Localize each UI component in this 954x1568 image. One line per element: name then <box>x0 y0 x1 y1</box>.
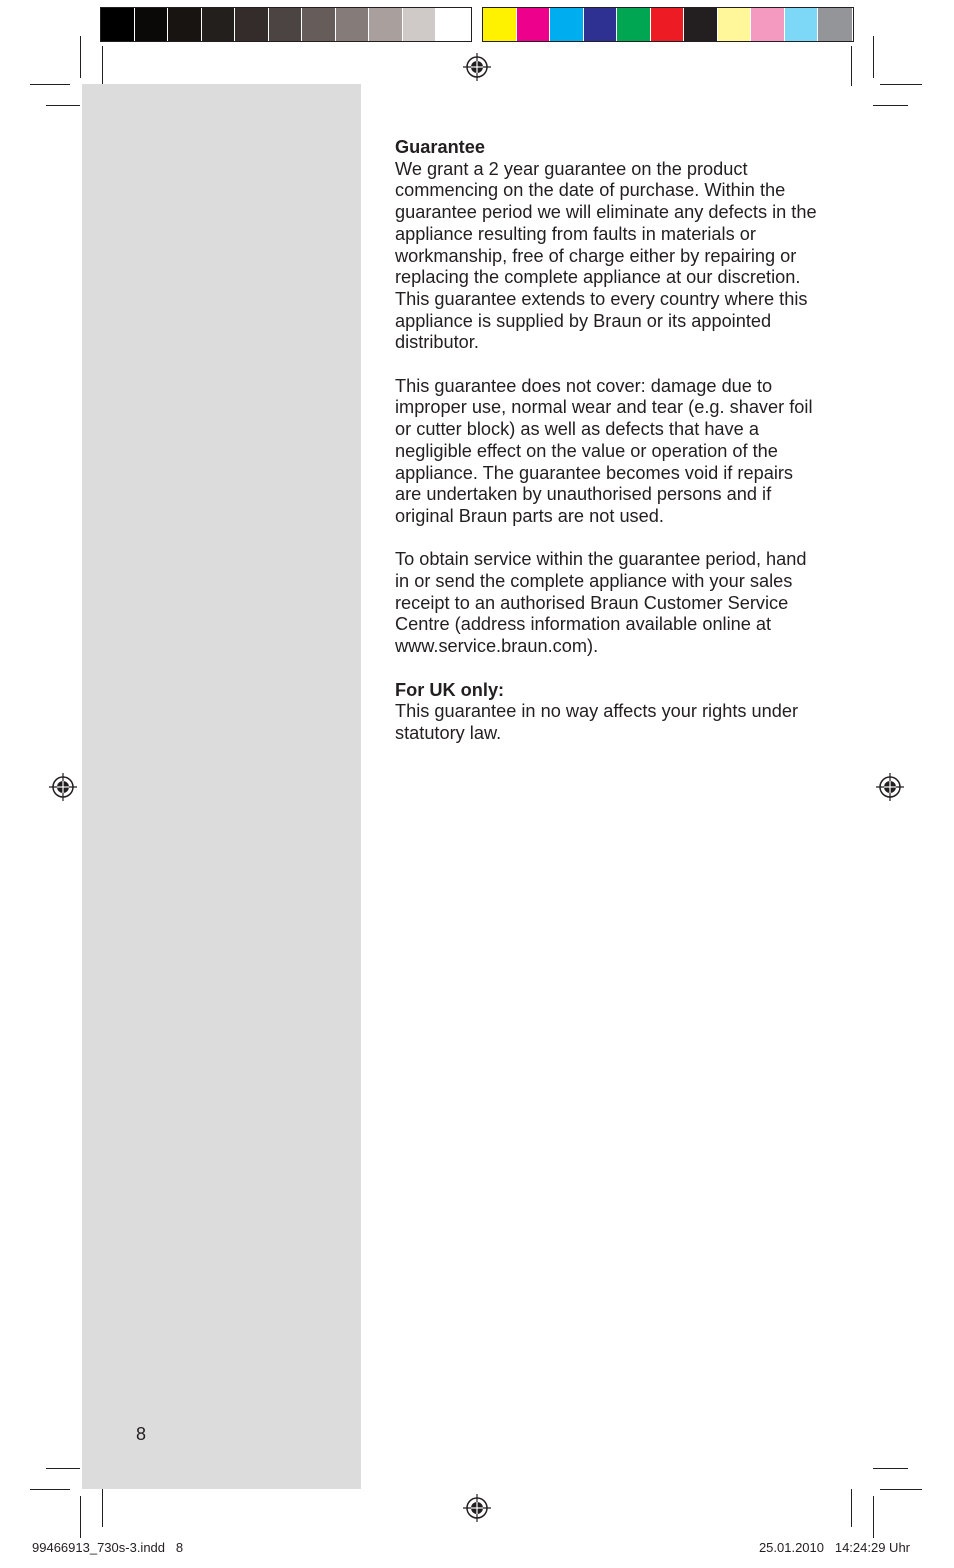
registration-mark-icon <box>463 1494 491 1522</box>
slug-filename: 99466913_730s-3.indd 8 <box>32 1540 184 1555</box>
guarantee-paragraph: We grant a 2 year guarantee on the product commencing on the date of purchase. Within the guarantee period we will eliminate any defects in the appliance resulting from faults in materials or workmanship, free of charge either by repairing or replacing the complete appliance at our discretion. <box>395 158 817 288</box>
color-swatch <box>336 8 370 41</box>
color-swatch <box>202 8 236 41</box>
crop-mark <box>46 105 80 106</box>
guarantee-paragraph: To obtain service within the guarantee period, hand in or send the complete appliance with your sales receipt to an authorised Braun Customer Service Centre (address information available online at www.service.braun.com). <box>395 549 807 657</box>
uk-heading: For UK only: <box>395 679 505 700</box>
color-bar-grayscale <box>100 7 472 42</box>
slug-timestamp: 25.01.2010 14:24:29 Uhr <box>758 1540 910 1555</box>
color-bar-process <box>482 7 854 42</box>
crop-mark <box>46 1468 80 1469</box>
page-number: 8 <box>136 1424 147 1444</box>
color-swatch <box>269 8 303 41</box>
color-swatch <box>517 8 551 41</box>
color-swatch <box>751 8 785 41</box>
crop-mark <box>880 1489 922 1490</box>
color-swatch <box>617 8 651 41</box>
color-swatch <box>483 8 517 41</box>
registration-mark-icon <box>876 773 904 801</box>
color-swatch <box>369 8 403 41</box>
guarantee-heading: Guarantee <box>395 137 485 157</box>
registration-mark-icon <box>49 773 77 801</box>
guarantee-paragraph: This guarantee does not cover: damage due to improper use, normal wear and tear (e.g. shaver foil or cutter block) as well as defects that have a negligible effect on the value or operation of the appliance. The guarantee becomes void if repairs are undertaken by unauthorised persons and if original Braun parts are not used. <box>395 375 813 526</box>
guarantee-paragraph: This guarantee extends to every country where this appliance is supplied by Braun or its appointed distributor. <box>395 288 808 353</box>
crop-mark <box>80 1496 81 1538</box>
crop-mark <box>851 1489 852 1527</box>
color-swatch <box>302 8 336 41</box>
color-swatch <box>101 8 135 41</box>
gray-margin-panel <box>82 84 361 1489</box>
crop-mark <box>880 84 922 85</box>
crop-mark <box>102 1489 103 1527</box>
uk-paragraph: This guarantee in no way affects your rights under statutory law. <box>395 701 799 743</box>
color-swatch <box>168 8 202 41</box>
color-swatch <box>818 8 852 41</box>
color-swatch <box>235 8 269 41</box>
crop-mark <box>873 36 874 78</box>
color-swatch <box>135 8 169 41</box>
crop-mark <box>80 36 81 78</box>
color-swatch <box>584 8 618 41</box>
registration-mark-icon <box>463 53 491 81</box>
color-swatch <box>785 8 819 41</box>
crop-mark <box>102 46 103 86</box>
color-swatch <box>436 8 470 41</box>
crop-mark <box>873 1468 908 1469</box>
color-swatch <box>718 8 752 41</box>
crop-mark <box>873 1496 874 1538</box>
color-swatch <box>550 8 584 41</box>
color-swatch <box>684 8 718 41</box>
crop-mark <box>873 105 908 106</box>
guarantee-section <box>395 137 820 745</box>
color-swatch <box>651 8 685 41</box>
color-swatch <box>403 8 437 41</box>
crop-mark <box>30 84 70 85</box>
crop-mark <box>851 46 852 86</box>
crop-mark <box>30 1489 70 1490</box>
